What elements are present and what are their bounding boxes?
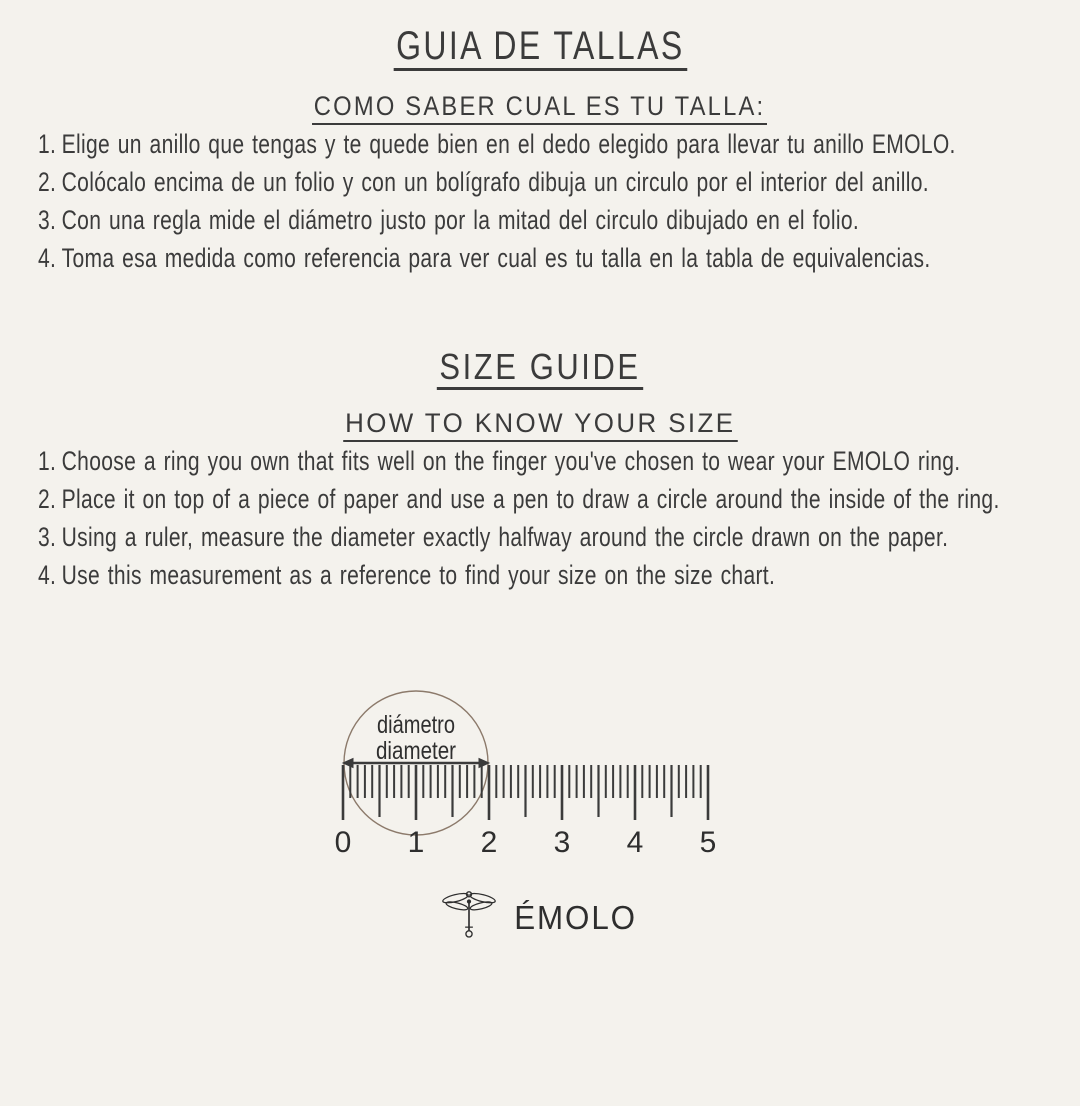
ruler-illustration-icon: [325, 685, 755, 860]
es-step-1: 1. Elige un anillo que tengas y te quede bien en el dedo elegido para llevar tu anillo EMOLO.: [38, 128, 956, 159]
size-guide-page: [0, 26, 1080, 1106]
dragonfly-icon: [440, 888, 498, 946]
svg-text:0: 0: [334, 826, 352, 859]
brand-name: ÉMOLO: [514, 898, 637, 936]
en-step-4: 4. Use this measurement as a reference to find your size on the size chart.: [38, 559, 776, 590]
en-steps-list: [0, 442, 1080, 594]
svg-text:5: 5: [699, 826, 717, 859]
en-subtitle-row: [0, 410, 1080, 442]
es-title: GUIA DE TALLAS: [393, 26, 686, 71]
diameter-label-en: diameter: [376, 737, 456, 765]
svg-text:1: 1: [407, 826, 425, 859]
brand-logo: [0, 888, 1080, 946]
en-step-1: 1. Choose a ring you own that fits well on the finger you've chosen to wear your EMOLO ring.: [38, 445, 961, 476]
svg-text:3: 3: [553, 826, 571, 859]
svg-text:2: 2: [480, 826, 498, 859]
es-step-2: 2. Colócalo encima de un folio y con un bolígrafo dibuja un circulo por el interior del anillo.: [38, 166, 929, 197]
en-step-3: 3. Using a ruler, measure the diameter exactly halfway around the circle drawn on the paper.: [38, 521, 949, 552]
en-title: SIZE GUIDE: [437, 349, 643, 390]
es-title-row: [0, 26, 1080, 71]
ruler-ticks: [343, 765, 708, 820]
es-subtitle: COMO SABER CUAL ES TU TALLA:: [312, 93, 767, 125]
svg-text:4: 4: [626, 826, 644, 859]
en-title-row: [0, 346, 1080, 390]
diameter-label-es: diámetro: [377, 711, 455, 739]
ruler-figure: [325, 685, 755, 860]
es-subtitle-row: [0, 93, 1080, 125]
es-step-3: 3. Con una regla mide el diámetro justo por la mitad del circulo dibujado en el folio.: [38, 204, 860, 235]
en-subtitle: HOW TO KNOW YOUR SIZE: [343, 410, 737, 442]
es-steps-list: [0, 125, 1080, 277]
es-step-4: 4. Toma esa medida como referencia para ver cual es tu talla en la tabla de equivalencias.: [38, 242, 931, 273]
en-step-2: 2. Place it on top of a piece of paper and use a pen to draw a circle around the inside of the ring.: [38, 483, 1000, 514]
